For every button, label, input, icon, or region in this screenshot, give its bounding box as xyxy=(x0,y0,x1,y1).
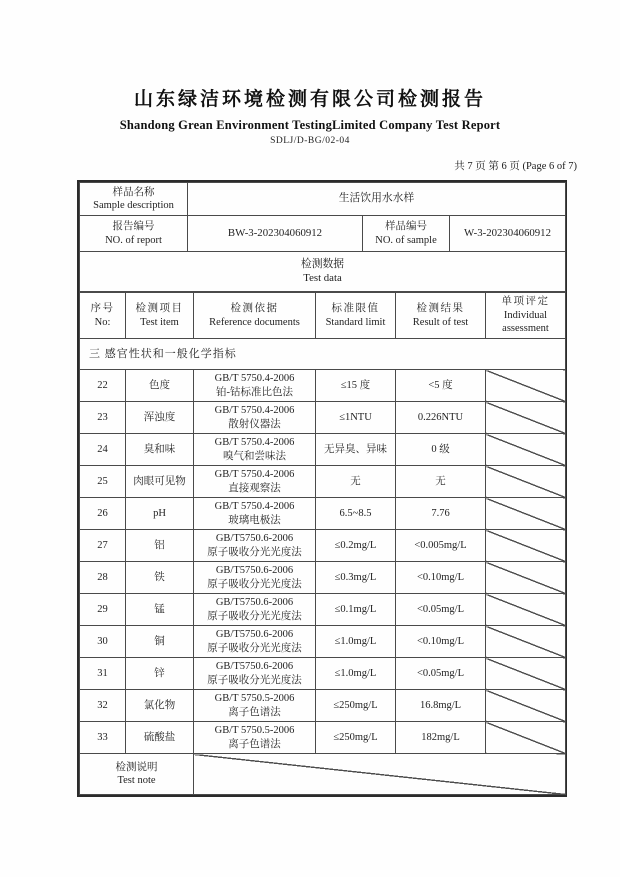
test-item: 氯化物 xyxy=(126,690,194,722)
table-row xyxy=(80,626,566,658)
standard-limit: ≤250mg/L xyxy=(316,722,396,754)
table-row xyxy=(80,370,566,402)
reference-method: 玻璃电极法 xyxy=(228,514,281,526)
reference-documents xyxy=(194,402,316,434)
column-header-row xyxy=(80,293,566,339)
test-result: 16.8mg/L xyxy=(396,690,486,722)
test-data-banner xyxy=(80,252,566,292)
test-item: 色度 xyxy=(126,370,194,402)
assessment-slash-cell xyxy=(486,370,566,402)
standard-limit: ≤1.0mg/L xyxy=(316,658,396,690)
test-item: 硫酸盐 xyxy=(126,722,194,754)
test-item: 肉眼可见物 xyxy=(126,466,194,498)
reference-standard: GB/T 5750.4-2006 xyxy=(214,469,295,481)
test-result: <0.005mg/L xyxy=(396,530,486,562)
assessment-slash-cell xyxy=(486,498,566,530)
header-assessment-cn: 单项评定 xyxy=(501,296,550,308)
standard-limit: ≤0.3mg/L xyxy=(316,562,396,594)
table-row xyxy=(80,690,566,722)
header-reference-en: Reference documents xyxy=(209,316,300,328)
test-item: 铁 xyxy=(126,562,194,594)
test-note-slash-cell xyxy=(194,754,566,795)
header-test-item-cn: 检测项目 xyxy=(135,303,184,315)
reference-standard: GB/T5750.6-2006 xyxy=(215,629,294,641)
sample-no-value: W-3-202304060912 xyxy=(450,216,566,252)
row-no: 22 xyxy=(80,370,126,402)
row-no: 29 xyxy=(80,594,126,626)
results-table xyxy=(79,292,566,795)
reference-method: 铂-钴标准比色法 xyxy=(216,386,293,398)
reference-standard: GB/T 5750.5-2006 xyxy=(214,725,295,737)
test-item: pH xyxy=(126,498,194,530)
assessment-slash-cell xyxy=(486,530,566,562)
reference-method: 直接观察法 xyxy=(228,482,281,494)
test-item: 铜 xyxy=(126,626,194,658)
test-note-label-en: Test note xyxy=(117,775,156,786)
header-test-item xyxy=(126,293,194,339)
reference-documents xyxy=(194,722,316,754)
test-item: 臭和味 xyxy=(126,434,194,466)
row-no: 26 xyxy=(80,498,126,530)
reference-standard: GB/T 5750.4-2006 xyxy=(214,373,295,385)
row-no: 31 xyxy=(80,658,126,690)
reference-method: 原子吸收分光光度法 xyxy=(207,578,302,590)
test-result: 0 级 xyxy=(396,434,486,466)
assessment-slash-cell xyxy=(486,658,566,690)
reference-method: 嗅气和尝味法 xyxy=(223,450,286,462)
header-reference xyxy=(194,293,316,339)
standard-limit: ≤1.0mg/L xyxy=(316,626,396,658)
reference-documents xyxy=(194,370,316,402)
assessment-slash-cell xyxy=(486,594,566,626)
reference-standard: GB/T 5750.4-2006 xyxy=(214,405,295,417)
test-result: <0.05mg/L xyxy=(396,658,486,690)
test-result: <0.10mg/L xyxy=(396,626,486,658)
report-title-cn: 山东绿洁环境检测有限公司检测报告 xyxy=(133,89,486,110)
reference-documents xyxy=(194,466,316,498)
report-title-en: Shandong Grean Environment TestingLimited Company Test Report xyxy=(119,118,501,132)
report-no-label xyxy=(80,216,188,252)
page-number-info: 共 7 页 第 6 页 (Page 6 of 7) xyxy=(454,161,577,172)
reference-method: 原子吸收分光光度法 xyxy=(207,674,302,686)
sample-name-label-cn: 样品名称 xyxy=(112,186,155,198)
test-result: <0.05mg/L xyxy=(396,594,486,626)
header-result xyxy=(396,293,486,339)
standard-limit: 无 xyxy=(316,466,396,498)
assessment-slash-cell xyxy=(486,402,566,434)
test-result: 0.226NTU xyxy=(396,402,486,434)
section-header-row xyxy=(80,339,566,370)
row-no: 32 xyxy=(80,690,126,722)
header-no-en: No: xyxy=(94,316,111,328)
table-row xyxy=(80,434,566,466)
reference-documents xyxy=(194,530,316,562)
reference-documents xyxy=(194,658,316,690)
row-no: 23 xyxy=(80,402,126,434)
test-data-banner-en: Test data xyxy=(303,271,342,284)
header-reference-cn: 检测依据 xyxy=(230,303,279,315)
reference-method: 离子色谱法 xyxy=(228,738,281,750)
standard-limit: ≤0.2mg/L xyxy=(316,530,396,562)
assessment-slash-cell xyxy=(486,690,566,722)
test-item: 铝 xyxy=(126,530,194,562)
reference-method: 原子吸收分光光度法 xyxy=(207,642,302,654)
standard-limit: 6.5~8.5 xyxy=(316,498,396,530)
test-item: 锰 xyxy=(126,594,194,626)
reference-documents xyxy=(194,562,316,594)
test-result: 无 xyxy=(396,466,486,498)
header-result-en: Result of test xyxy=(412,316,469,328)
sample-name-label xyxy=(80,183,188,216)
test-item: 锌 xyxy=(126,658,194,690)
test-data-banner-row xyxy=(80,252,566,292)
table-row xyxy=(80,530,566,562)
reference-documents xyxy=(194,690,316,722)
test-result: <0.10mg/L xyxy=(396,562,486,594)
reference-method: 散射仪器法 xyxy=(228,418,281,430)
test-data-banner-cn: 检测数据 xyxy=(300,257,345,270)
table-row xyxy=(80,498,566,530)
assessment-slash-cell xyxy=(486,626,566,658)
standard-limit: ≤1NTU xyxy=(316,402,396,434)
sample-name-row xyxy=(80,183,566,216)
report-table xyxy=(77,180,567,797)
header-assessment-en: Individual assessment xyxy=(502,309,549,335)
test-result: 182mg/L xyxy=(396,722,486,754)
reference-documents xyxy=(194,594,316,626)
table-row xyxy=(80,402,566,434)
row-no: 28 xyxy=(80,562,126,594)
row-no: 25 xyxy=(80,466,126,498)
row-no: 30 xyxy=(80,626,126,658)
table-row xyxy=(80,466,566,498)
table-row xyxy=(80,722,566,754)
header-result-cn: 检测结果 xyxy=(416,303,465,315)
reference-standard: GB/T5750.6-2006 xyxy=(215,661,294,673)
test-result: 7.76 xyxy=(396,498,486,530)
document-code: SDLJ/D-BG/02-04 xyxy=(270,136,350,146)
test-note-label xyxy=(80,754,194,795)
sample-no-label-en: NO. of sample xyxy=(375,234,437,246)
table-row xyxy=(80,562,566,594)
header-test-item-en: Test item xyxy=(140,316,179,328)
row-no: 27 xyxy=(80,530,126,562)
header-standard-limit-en: Standard limit xyxy=(325,316,386,328)
section-title: 三 感官性状和一般化学指标 xyxy=(80,339,566,370)
test-note-label-cn: 检测说明 xyxy=(115,761,158,773)
reference-method: 原子吸收分光光度法 xyxy=(207,610,302,622)
assessment-slash-cell xyxy=(486,434,566,466)
row-no: 24 xyxy=(80,434,126,466)
test-note-row xyxy=(80,754,566,795)
test-result: <5 度 xyxy=(396,370,486,402)
report-no-value: BW-3-202304060912 xyxy=(188,216,363,252)
table-row xyxy=(80,658,566,690)
report-no-label-cn: 报告编号 xyxy=(112,221,155,233)
reference-standard: GB/T5750.6-2006 xyxy=(215,597,294,609)
standard-limit: ≤250mg/L xyxy=(316,690,396,722)
reference-standard: GB/T 5750.4-2006 xyxy=(214,437,295,449)
reference-method: 离子色谱法 xyxy=(228,706,281,718)
standard-limit: ≤15 度 xyxy=(316,370,396,402)
sample-info-table xyxy=(79,182,566,292)
row-no: 33 xyxy=(80,722,126,754)
header-assessment xyxy=(486,293,566,339)
header-standard-limit xyxy=(316,293,396,339)
assessment-slash-cell xyxy=(486,562,566,594)
reference-documents xyxy=(194,498,316,530)
reference-documents xyxy=(194,434,316,466)
standard-limit: 无异臭、异味 xyxy=(316,434,396,466)
standard-limit: ≤0.1mg/L xyxy=(316,594,396,626)
header-no-cn: 序号 xyxy=(90,303,115,315)
assessment-slash-cell xyxy=(486,722,566,754)
reference-standard: GB/T5750.6-2006 xyxy=(215,565,294,577)
reference-standard: GB/T 5750.5-2006 xyxy=(214,693,295,705)
sample-no-label xyxy=(363,216,450,252)
reference-standard: GB/T 5750.4-2006 xyxy=(214,501,295,513)
reference-method: 原子吸收分光光度法 xyxy=(207,546,302,558)
test-item: 浑浊度 xyxy=(126,402,194,434)
sample-no-label-cn: 样品编号 xyxy=(385,221,427,233)
header-no xyxy=(80,293,126,339)
header-standard-limit-cn: 标准限值 xyxy=(331,303,380,315)
sample-name-label-en: Sample description xyxy=(93,200,174,211)
assessment-slash-cell xyxy=(486,466,566,498)
reference-documents xyxy=(194,626,316,658)
report-no-label-en: NO. of report xyxy=(105,234,162,246)
reference-standard: GB/T5750.6-2006 xyxy=(215,533,294,545)
sample-name-value: 生活饮用水水样 xyxy=(188,183,566,216)
table-row xyxy=(80,594,566,626)
report-number-row xyxy=(80,216,566,252)
